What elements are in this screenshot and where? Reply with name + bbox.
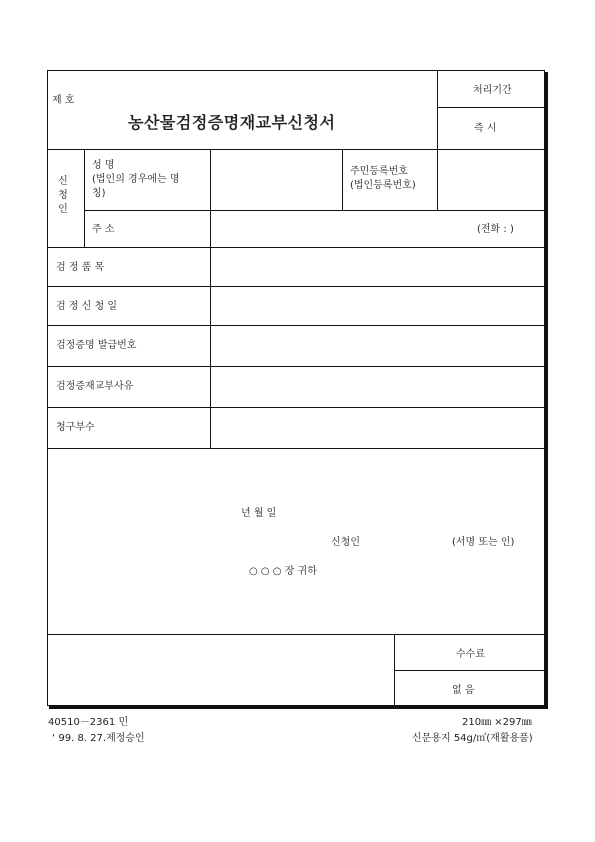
resident-number-field[interactable] — [439, 151, 543, 208]
divider — [48, 407, 545, 408]
applicant-sign-label: 신청인 — [331, 537, 360, 548]
divider — [394, 670, 545, 671]
name-label-note: (법인의 경우에는 명 — [92, 174, 180, 185]
approval-date: ‘ 99. 8. 27.제정승인 — [52, 733, 145, 744]
copy-count-field[interactable] — [212, 409, 542, 447]
divider — [437, 149, 438, 210]
form-title: 농산물검정증명재교부신청서 — [128, 113, 336, 132]
divider — [48, 286, 545, 287]
name-field[interactable] — [212, 151, 340, 209]
address-field[interactable] — [212, 212, 472, 246]
divider — [210, 149, 211, 247]
divider — [48, 366, 545, 367]
corporate-number-label: (법인등록번호) — [350, 180, 416, 191]
divider — [210, 247, 211, 448]
row-label-inspection-date: 검 정 신 청 일 — [56, 301, 118, 312]
divider — [48, 634, 545, 635]
certificate-number-field[interactable] — [212, 327, 542, 365]
form-shadow-bottom — [49, 706, 548, 709]
divider — [48, 448, 545, 449]
reissue-reason-field[interactable] — [212, 368, 542, 406]
divider — [342, 149, 343, 210]
inspection-item-field[interactable] — [212, 249, 542, 285]
divider — [48, 247, 545, 248]
divider — [84, 149, 85, 247]
fee-label: 수수료 — [456, 649, 485, 660]
row-label-reissue-reason: 검정증재교부사유 — [56, 381, 134, 392]
address-label: 주 소 — [92, 224, 115, 235]
fee-value: 없 음 — [452, 685, 475, 696]
divider — [84, 210, 545, 211]
date-line: 년 월 일 — [241, 508, 277, 519]
signature-note: (서명 또는 인) — [452, 537, 515, 548]
divider — [48, 325, 545, 326]
name-label-note-2: 칭) — [92, 188, 106, 199]
paper-spec: 신문용지 54g/㎡(재활용품) — [412, 733, 533, 744]
row-label-copy-count: 청구부수 — [56, 422, 95, 433]
divider — [437, 107, 545, 108]
divider — [437, 71, 438, 149]
processing-period-value: 즉 시 — [474, 123, 497, 134]
doc-number-label: 제 호 — [52, 95, 75, 106]
divider — [48, 149, 545, 150]
processing-period-label: 처리기간 — [473, 85, 512, 96]
phone-label: (전화 : ) — [477, 224, 514, 235]
addressee-line: ○ ○ ○ 장 귀하 — [249, 566, 317, 577]
form-number: 40510－2361 민 — [48, 717, 129, 728]
applicant-group-label: 신청인 — [58, 176, 68, 215]
applicant-sign-field[interactable] — [370, 533, 446, 551]
name-label: 성 명 — [92, 160, 115, 171]
application-form — [47, 70, 545, 706]
resident-number-label: 주민등록번호 — [350, 166, 408, 177]
row-label-inspection-item: 검 정 품 목 — [56, 262, 105, 273]
form-shadow-right — [545, 72, 548, 709]
inspection-date-field[interactable] — [212, 288, 542, 324]
row-label-certificate-number: 검정증명 발급번호 — [56, 340, 137, 351]
paper-size: 210㎜ ×297㎜ — [462, 717, 532, 728]
